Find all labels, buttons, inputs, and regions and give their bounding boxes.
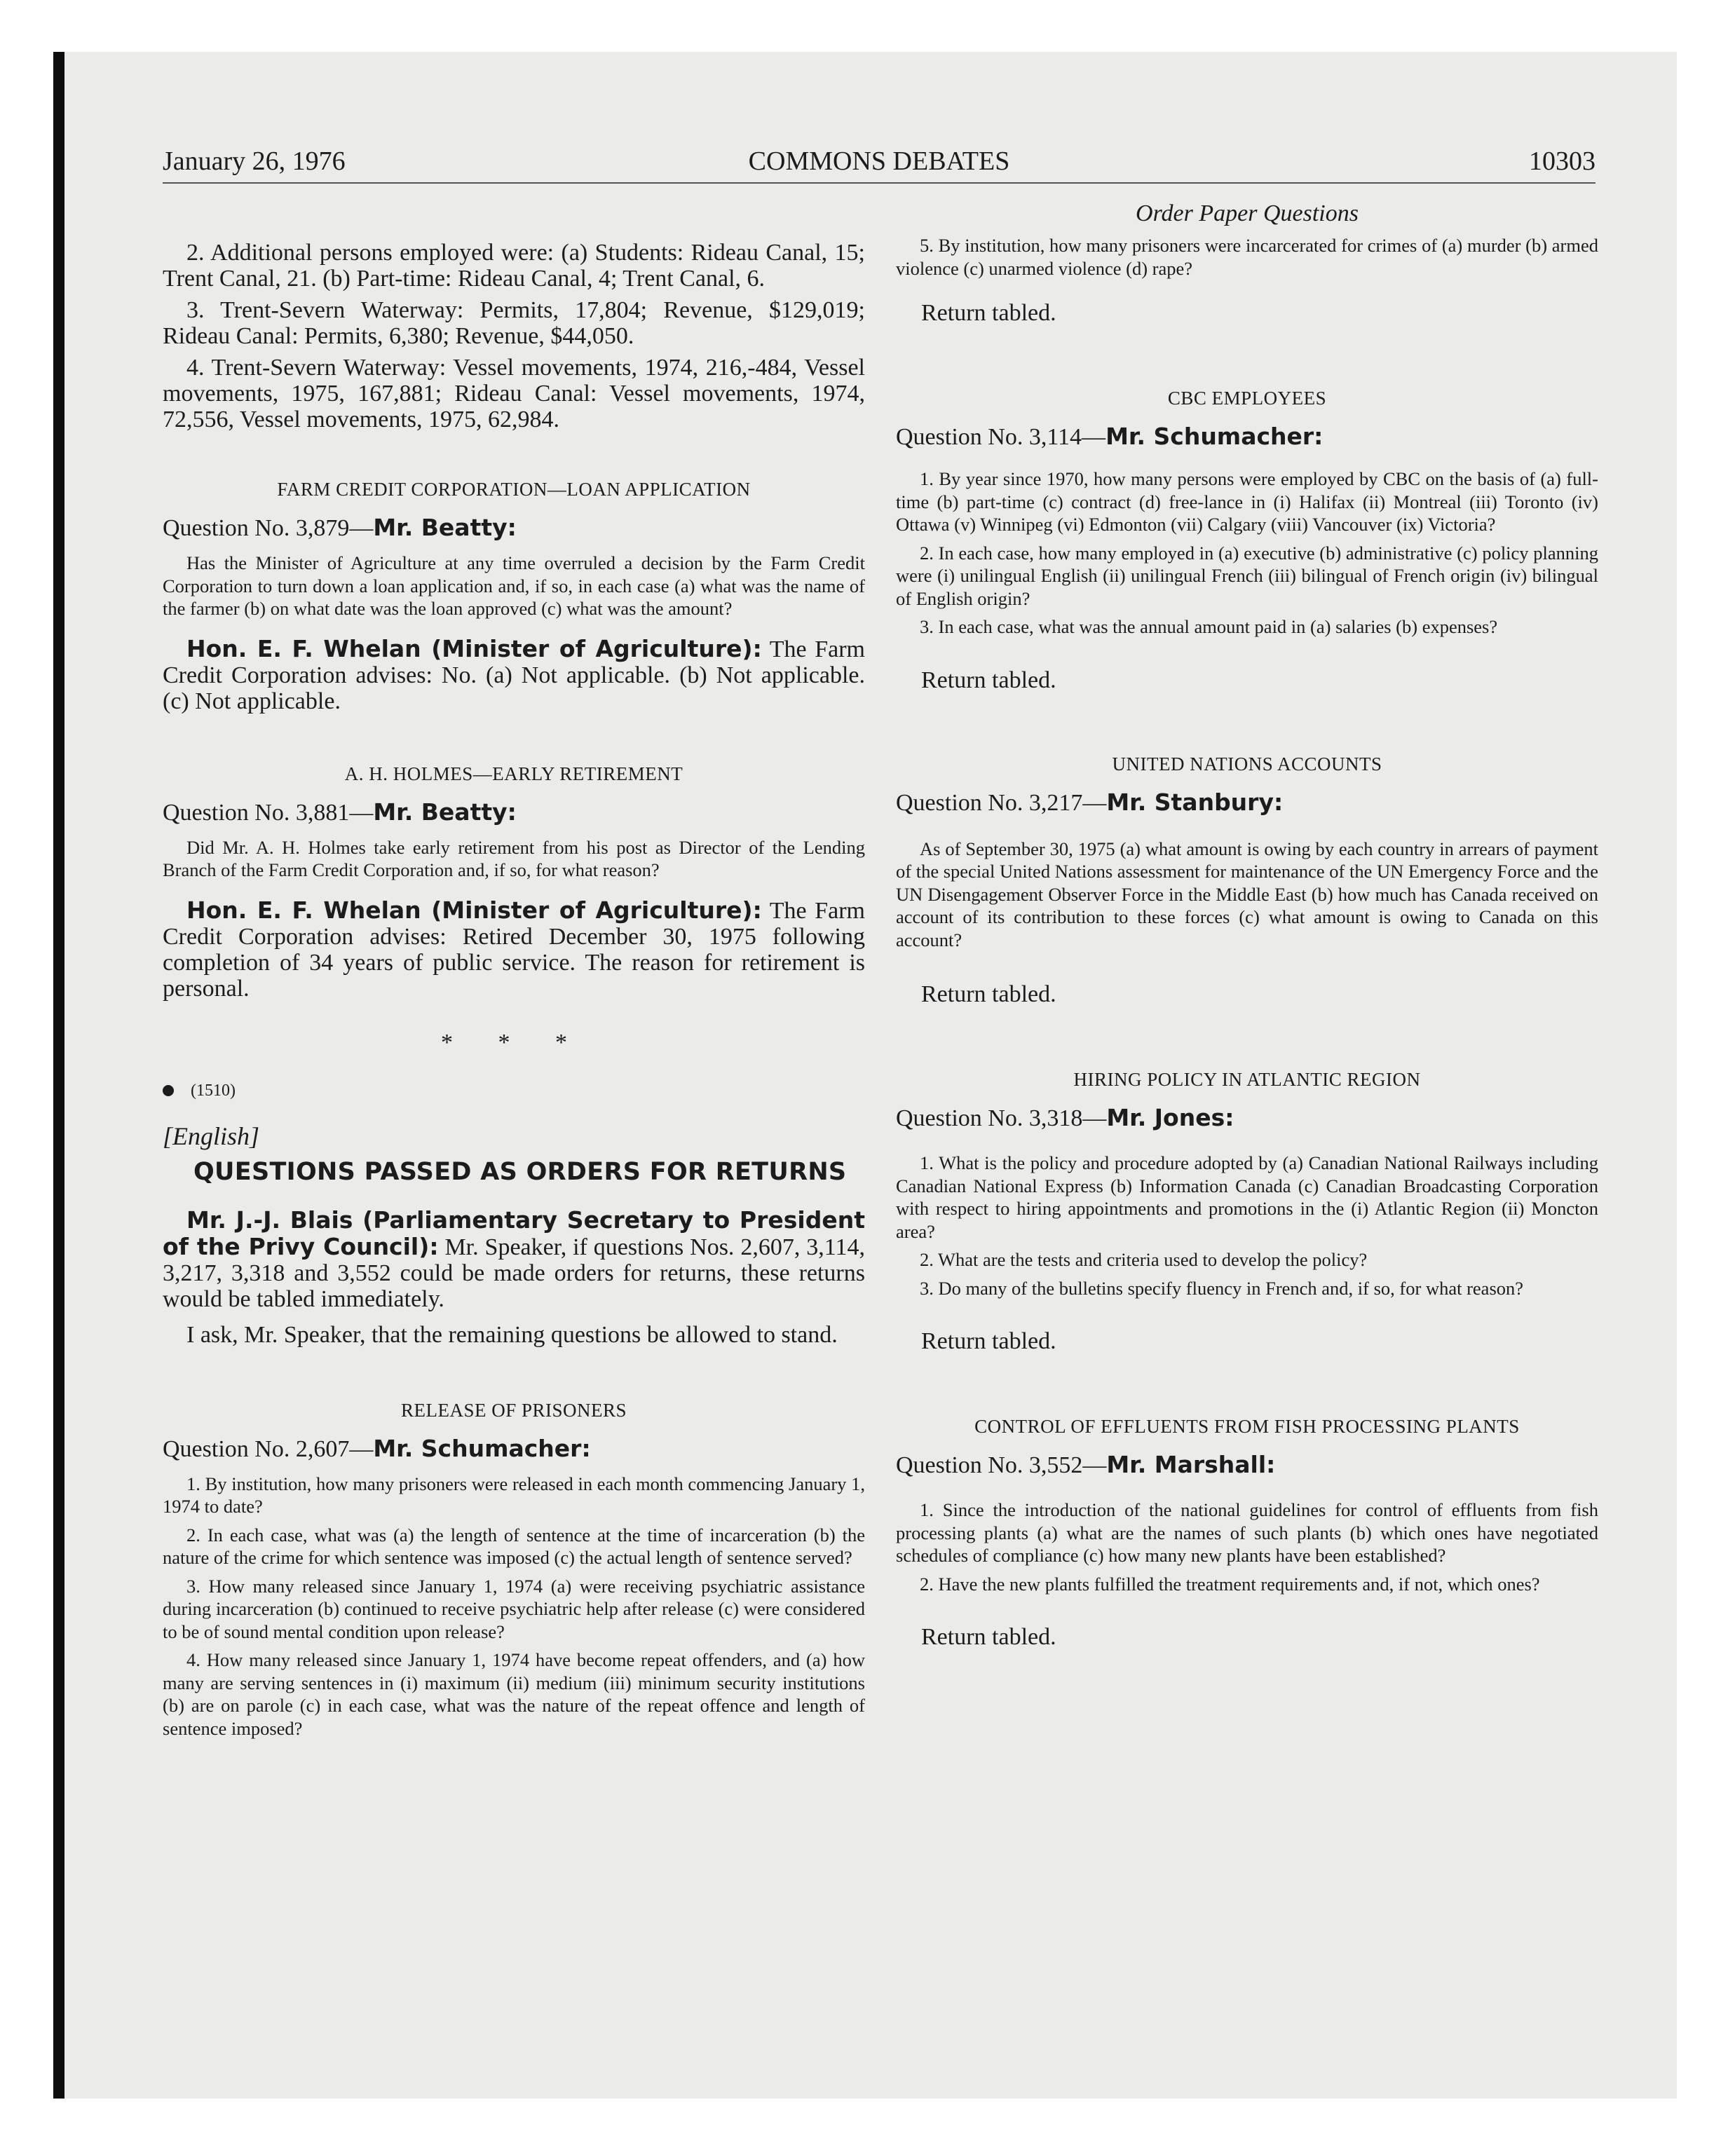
effluents-question-number [896, 1452, 1598, 1479]
holmes-question-number [163, 799, 865, 826]
prisoners-question-5: 5. By institution, how many prisoners were incarcerated for crimes of (a) murder (b) armed violence (c) unarmed violence (d) rape? [896, 235, 1598, 279]
question-number: Question No. 3,318— [896, 1105, 1107, 1131]
question-number: Question No. 2,607— [163, 1435, 374, 1462]
blais-statement-continued: I ask, Mr. Speaker, that the remaining questions be allowed to stand. [186, 1321, 838, 1348]
answer-speaker: Hon. E. F. Whelan (Minister of Agriculture): [186, 634, 762, 662]
header-date: January 26, 1976 [163, 146, 346, 176]
blais-statement [163, 1207, 865, 1312]
running-header [163, 146, 1595, 184]
time-marker [163, 1082, 865, 1100]
intro-paragraph-3: 3. Trent-Severn Waterway: Permits, 17,804; Revenue, $129,019; Rideau Canal: Permits, 6,380; Revenue, $44,050. [163, 297, 865, 349]
cbc-question-1: 1. By year since 1970, how many persons were employed by CBC on the basis of (a) full-time (b) part-time (c) contract (d) free-lance in (i) Halifax (ii) Montreal (iii) Toronto (iv) Ottawa (v) Winnipeg (vi) Edmonton (vii) Calgary (viii) Vancouver (ix) Victoria? [896, 468, 1598, 535]
question-number: Question No. 3,114— [896, 424, 1106, 450]
intro-paragraph-4: 4. Trent-Severn Waterway: Vessel movements, 1974, 216,-484, Vessel movements, 1975, 167,881; Rideau Canal: Vessel movements, 1974, 72,556, Vessel movements, 1975, 62,984. [163, 355, 865, 432]
prisoners-question-number [163, 1435, 865, 1463]
un-question-1: As of September 30, 1975 (a) what amount is owing by each country in arrears of payment of the special United Nations assessment for maintenance of the UN Emergency Force and the UN Disengagement Observer Force in the Middle East (b) how much has Canada received on account of its contribution to these forces (c) what amount is owing to Canada on this account? [896, 838, 1598, 950]
time-marker-text: (1510) [191, 1081, 236, 1100]
language-marker: [English] [163, 1121, 260, 1150]
left-column [163, 184, 865, 1745]
section-separator-stars: * * * [441, 1029, 587, 1056]
farm-credit-question-text: Has the Minister of Agriculture at any time overruled a decision by the Farm Credit Corporation to turn down a loan application and, if so, in each case (a) what was the name of the farmer (b) on what date was the loan approved (c) what was the amount? [163, 552, 865, 619]
holmes-answer [163, 897, 865, 1002]
question-member: Mr. Schumacher: [1105, 423, 1324, 450]
return-tabled: Return tabled. [921, 981, 1056, 1007]
hiring-question-3: 3. Do many of the bulletins specify fluency in French and, if so, for what reason? [920, 1277, 1524, 1299]
farm-credit-answer [163, 636, 865, 714]
hiring-question-number [896, 1105, 1598, 1132]
header-journal-title: COMMONS DEBATES [748, 146, 1010, 176]
question-member: Mr. Beatty: [373, 798, 517, 826]
cbc-title: CBC EMPLOYEES [1167, 388, 1327, 409]
bullet-icon [163, 1085, 174, 1096]
question-member: Mr. Beatty: [373, 514, 517, 541]
prisoners-question-4: 4. How many released since January 1, 1974 have become repeat offenders, and (a) how many are serving sentences in (i) maximum (ii) medium (iii) minimum security institutions (b) are on parole (c) in each case, what was the nature of the repeat offence and length of sentence imposed? [163, 1649, 865, 1739]
answer-text: The Farm Credit Corporation advises: Retired December 30, 1975 following completion of 34 years of public service. The reason for retirement is personal. [163, 897, 865, 1002]
cbc-question-2: 2. In each case, how many employed in (a) executive (b) administrative (c) policy planning were (i) unilingual English (ii) unilingual French (iii) bilingual of French origin (iv) bilingual of English origin? [896, 542, 1598, 609]
return-tabled: Return tabled. [921, 1624, 1056, 1650]
effluents-question-1: 1. Since the introduction of the national guidelines for control of effluents from fish processing plants (a) what are the names of such plants (b) which ones have negotiated schedules of compliance (c) how many new plants have been established? [896, 1499, 1598, 1566]
right-column [896, 184, 1598, 1651]
farm-credit-question-number [163, 514, 865, 542]
statement-speaker: Mr. J.-J. Blais (Parliamentary Secretary to President of the Privy Council): [163, 1206, 865, 1260]
prisoners-question-1: 1. By institution, how many prisoners were released in each month commencing January 1, 1974 to date? [163, 1473, 865, 1517]
un-question-number [896, 789, 1598, 817]
effluents-question-2: 2. Have the new plants fulfilled the treatment requirements and, if not, which ones? [920, 1573, 1540, 1595]
answer-text: The Farm Credit Corporation advises: No. (a) Not applicable. (b) Not applicable. (c) Not applicable. [163, 636, 865, 714]
question-member: Mr. Jones: [1106, 1104, 1234, 1131]
cbc-question-3: 3. In each case, what was the annual amount paid in (a) salaries (b) expenses? [920, 616, 1498, 637]
section-title: Order Paper Questions [1136, 200, 1359, 226]
question-member: Mr. Marshall: [1106, 1451, 1276, 1478]
section-heading: QUESTIONS PASSED AS ORDERS FOR RETURNS [193, 1157, 847, 1186]
return-tabled: Return tabled. [921, 1328, 1056, 1354]
effluents-title: CONTROL OF EFFLUENTS FROM FISH PROCESSING PLANTS [974, 1416, 1520, 1437]
hiring-title: HIRING POLICY IN ATLANTIC REGION [1073, 1069, 1421, 1090]
hiring-question-2: 2. What are the tests and criteria used to develop the policy? [920, 1249, 1368, 1270]
holmes-question-text: Did Mr. A. H. Holmes take early retirement from his post as Director of the Lending Branch of the Farm Credit Corporation and, if so, for what reason? [163, 836, 865, 880]
page-binding-edge [53, 52, 64, 2099]
return-tabled: Return tabled. [921, 300, 1056, 326]
hiring-question-1: 1. What is the policy and procedure adopted by (a) Canadian National Railways including Canadian National Express (b) Information Canada (c) Canadian Broadcasting Corporation with respect to hiring appointments and promotions in the (i) Atlantic Region (ii) Moncton area? [896, 1152, 1598, 1242]
return-tabled: Return tabled. [921, 667, 1056, 693]
farm-credit-title: FARM CREDIT CORPORATION—LOAN APPLICATION [277, 479, 751, 500]
question-number: Question No. 3,217— [896, 789, 1107, 816]
holmes-title: A. H. HOLMES—EARLY RETIREMENT [344, 763, 683, 784]
prisoners-title: RELEASE OF PRISONERS [400, 1399, 627, 1421]
statement-text: Mr. Speaker, if questions Nos. 2,607, 3,114, 3,217, 3,318 and 3,552 could be made orders for returns, these returns would be tabled immediately. [163, 1234, 866, 1312]
prisoners-question-2: 2. In each case, what was (a) the length of sentence at the time of incarceration (b) the nature of the crime for which sentence was imposed (c) the actual length of sentence served? [163, 1524, 865, 1568]
prisoners-question-3: 3. How many released since January 1, 1974 (a) were receiving psychiatric assistance during incarceration (b) continued to receive psychiatric help after release (c) were considered to be of sound mental condition upon release? [163, 1575, 865, 1642]
un-title: UNITED NATIONS ACCOUNTS [1112, 753, 1382, 775]
question-number: Question No. 3,552— [896, 1452, 1107, 1478]
question-member: Mr. Schumacher: [373, 1434, 591, 1462]
header-page-number: 10303 [1529, 146, 1595, 176]
cbc-question-number [896, 423, 1598, 451]
intro-paragraph-2: 2. Additional persons employed were: (a) Students: Rideau Canal, 15; Trent Canal, 21. (b) Part-time: Rideau Canal, 4; Trent Canal, 6. [163, 240, 865, 292]
question-member: Mr. Stanbury: [1106, 788, 1284, 816]
question-number: Question No. 3,879— [163, 515, 374, 541]
answer-speaker: Hon. E. F. Whelan (Minister of Agriculture): [186, 896, 762, 924]
question-number: Question No. 3,881— [163, 799, 374, 826]
